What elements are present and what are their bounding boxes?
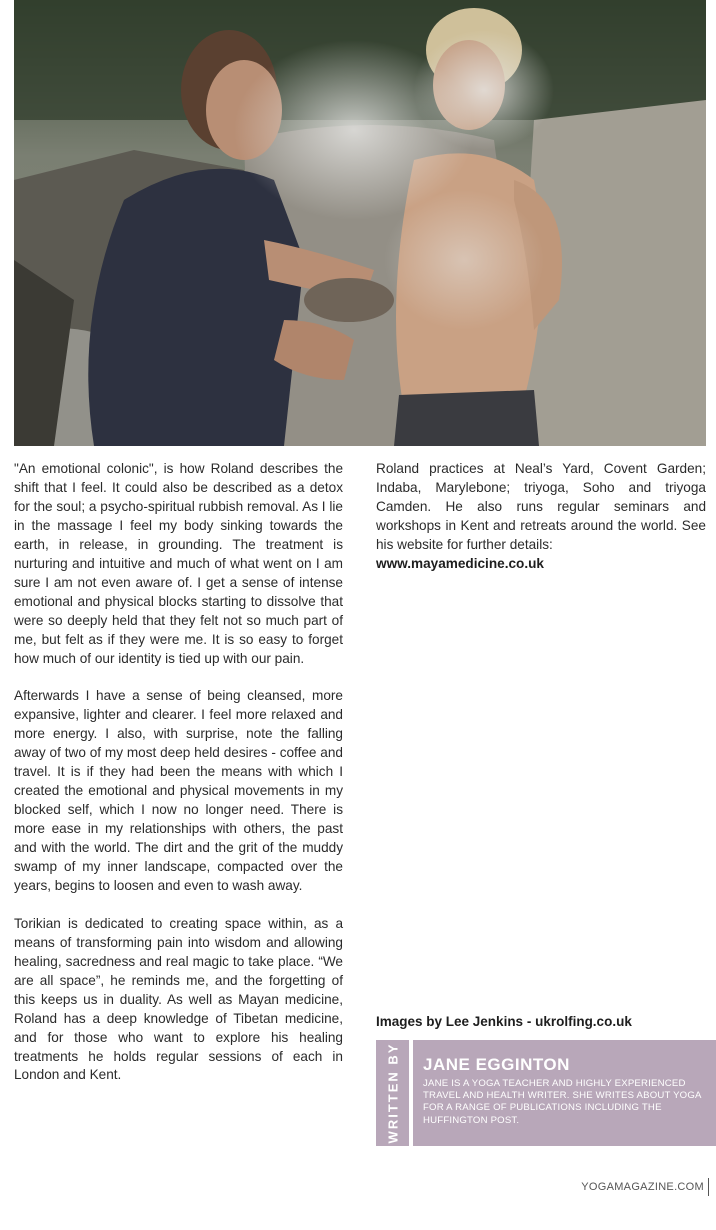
paragraph: Afterwards I have a sense of being cleansed, more expansive, lighter and clearer. I feel more relaxed and more energy. I also, with surprise, note the falling away of two of my most deep held desires - coffee and travel. It is if they had been the means with which I created the emotional and physical movements in my blocked self, which I now no longer need. There is more ease in my relationships with others, the past and with the world. The dirt and the grit of the muddy swamp of my inner landscape, compacted over the years, begins to loosen and even to wash away. (14, 688, 343, 893)
article-left-column (14, 460, 343, 1104)
author-info (413, 1040, 716, 1146)
article-photo (14, 0, 706, 446)
paragraph: Roland practices at Neal’s Yard, Covent Garden; Indaba, Marylebone; triyoga, Soho and triyoga Camden. He also runs regular seminars and workshops in Kent and retreats around the world. See his website for further details: (376, 461, 706, 552)
article-right-column (376, 460, 706, 574)
written-by-label: WRITTEN BY (385, 1042, 400, 1144)
paragraph: Torikian is dedicated to creating space within, as a means of transforming pain into wisdom and allowing healing, sacredness and real magic to take place. “We are all space”, he reminds me, and the forgetting of this keeps us in duality. As well as Mayan medicine, Roland has a deep knowledge of Tibetan medicine, and for those who want to explore his healing treatments he holds regular sessions of each in London and Kent. (14, 915, 343, 1083)
author-bio: JANE IS A YOGA TEACHER AND HIGHLY EXPERIENCED TRAVEL AND HEALTH WRITER. SHE WRITES ABOUT YOGA FOR A RANGE OF PUBLICATIONS INCLUDING THE HUFFINGTON POST. (423, 1078, 702, 1126)
image-credit: Images by Lee Jenkins - ukrolfing.co.uk (376, 1014, 632, 1029)
written-by-tab (376, 1040, 409, 1146)
paragraph: "An emotional colonic", is how Roland describes the shift that I feel. It could also be described as a detox for the soul; a psycho-spiritual rubbish removal. As I lie in the massage I feel my body sinking towards the earth, in release, in grounding. The treatment is nurturing and intuitive and much of what went on I am sure I am not even aware of. I get a sense of intense emotional and physical blocks starting to dissolve that were so deeply held that they felt not so much part of me, but felt as if they were me. It is so easy to forget how much of our identity is tied up with our pain. (14, 461, 343, 666)
footer-divider (708, 1178, 709, 1196)
site-footer: YOGAMAGAZINE.COM (581, 1181, 704, 1193)
website-link[interactable]: www.mayamedicine.co.uk (376, 555, 544, 571)
author-box (376, 1040, 716, 1146)
author-name: JANE EGGINTON (423, 1055, 570, 1074)
